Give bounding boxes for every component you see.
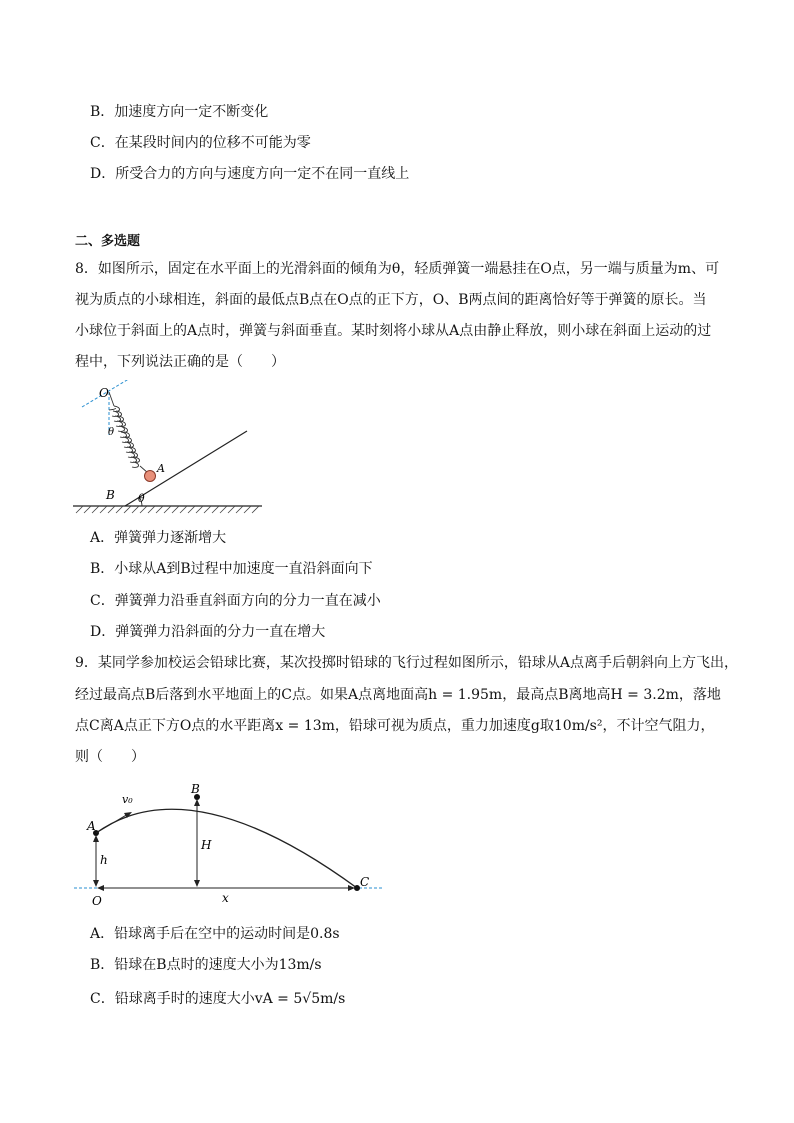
spring (109, 392, 148, 473)
q8-stem-line-1: 8．如图所示，固定在水平面上的光滑斜面的倾角为θ，轻质弹簧一端悬挂在O点，另一端与质量为m、可 (75, 261, 720, 277)
q9-stem-line-3: 点C离A点正下方O点的水平距离x = 13m，铅球可视为质点，重力加速度g取10m/s²，不计空气阻力， (75, 718, 715, 734)
label-theta-bottom: θ (138, 492, 145, 505)
q7-option-d: D．所受合力的方向与速度方向一定不在同一直线上 (90, 166, 410, 182)
q8-stem-line-3: 小球位于斜面上的A点时，弹簧与斜面垂直。某时刻将小球从A点由静止释放，则小球在斜面上运动的过 (75, 323, 712, 339)
q9-stem-line-4: 则（ ） (75, 749, 145, 765)
label-theta-top: θ (108, 427, 115, 438)
label-x: x (222, 891, 229, 905)
q9-stem-line-1: 9．某同学参加校运会铅球比赛，某次投掷时铅球的飞行过程如图所示，铅球从A点离手后朝斜向上方飞出， (75, 655, 739, 671)
q9-option-a: A．铅球离手后在空中的运动时间是0.8s (90, 926, 340, 942)
q8-option-c: C．弹簧弹力沿垂直斜面方向的分力一直在减小 (90, 593, 381, 609)
label-o: O (92, 894, 102, 908)
q8-option-d: D．弹簧弹力沿斜面的分力一直在增大 (90, 624, 326, 640)
velocity-arrow-shaft (96, 814, 128, 833)
q7-option-c: C．在某段时间内的位移不可能为零 (90, 135, 311, 151)
q8-stem-line-2: 视为质点的小球相连，斜面的最低点B点在O点的正下方，O、B两点间的距离恰好等于弹簧的原长。当 (75, 292, 707, 308)
label-c: C (360, 875, 370, 889)
label-a: A (87, 819, 96, 833)
ground-hatching (76, 506, 259, 513)
label-b: B (106, 488, 115, 502)
q8-stem-line-4: 程中，下列说法正确的是（ ） (75, 354, 285, 370)
label-b: B (191, 782, 200, 796)
label-v0: v₀ (122, 793, 133, 806)
q9-stem-line-2: 经过最高点B后落到水平地面上的C点。如果A点离地面高h = 1.95m，最高点B离地高H = 3.2m，落地 (75, 687, 721, 703)
q8-incline-figure (70, 380, 270, 520)
q7-option-b: B．加速度方向一定不断变化 (90, 104, 269, 120)
q9-trajectory-figure (70, 778, 390, 910)
trajectory-curve (96, 809, 357, 888)
q9-option-b: B．铅球在B点时的速度大小为13m/s (90, 957, 322, 973)
label-big-h: H (201, 838, 212, 852)
q8-option-b: B．小球从A到B过程中加速度一直沿斜面向下 (90, 561, 373, 577)
ball-a (145, 471, 156, 482)
q9-option-c: C．铅球离手时的速度大小vA = 5√5m/s (90, 991, 346, 1007)
label-o: O (99, 386, 109, 400)
label-a: A (157, 462, 165, 475)
q8-option-a: A．弹簧弹力逐渐增大 (90, 530, 227, 546)
theta-arc-top (109, 409, 116, 411)
label-h: h (100, 853, 108, 867)
section-title: 二、多选题 (75, 234, 141, 249)
